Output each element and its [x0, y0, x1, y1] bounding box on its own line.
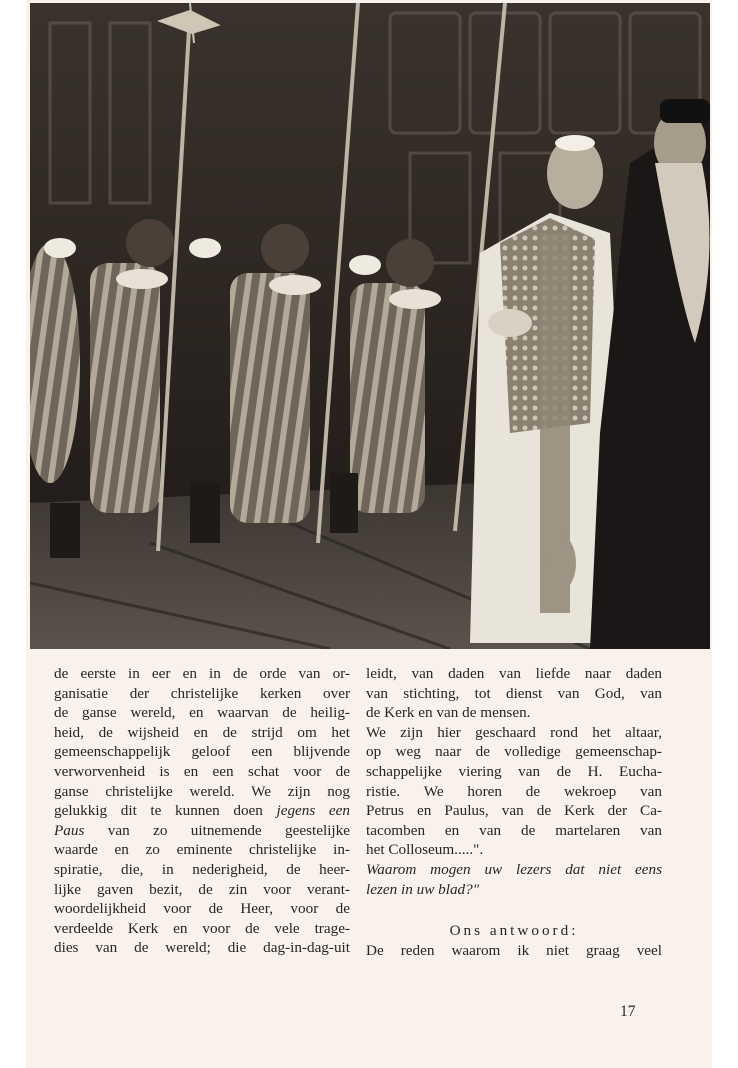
- italic-question: lezen in uw blad?": [366, 880, 480, 898]
- text-line: ganse christelijke wereld. We zijn nog: [54, 782, 350, 800]
- text-fragment: gelukkig dit te kunnen doen: [54, 802, 277, 820]
- text-line: leidt, van daden van liefde naar daden: [366, 665, 662, 682]
- text-fragment: van zo uitnemende geestelijke: [84, 821, 350, 839]
- text-line: De reden waarom ik niet graag veel: [366, 941, 662, 959]
- papal-audience-photo-icon: [30, 3, 710, 649]
- text-line: schappelijke viering van de H. Eucha-: [366, 762, 662, 780]
- text-line: lijke gaven bezit, de zin voor verant-: [54, 880, 350, 898]
- text-line: [54, 821, 350, 841]
- text-line: ganisatie der christelijke kerken over: [54, 684, 350, 702]
- italic-fragment: jegens een: [276, 802, 350, 820]
- letter-paragraph: [366, 664, 662, 899]
- text-line: tacomben en van de martelaren van: [366, 821, 662, 839]
- text-line: de ganse wereld, en waarvan de heilig-: [54, 704, 350, 722]
- text-line: de Kerk en van de mensen.: [366, 704, 531, 722]
- text-line: waarde en zo eminente christelijke in-: [54, 841, 350, 859]
- text-line: spiratie, die, in nederigheid, de heer-: [54, 860, 350, 878]
- text-line: [54, 801, 350, 821]
- text-line: het Colloseum.....".: [366, 841, 484, 859]
- text-line: van stichting, tot dienst van God, van: [366, 684, 662, 702]
- text-line: ristie. We horen de wekroep van: [366, 782, 662, 800]
- text-line: de eerste in eer en in de orde van or-: [54, 665, 350, 682]
- left-text-column: [54, 664, 350, 958]
- text-line: We zijn hier geschaard rond het altaar,: [366, 723, 662, 741]
- answer-paragraph: [366, 941, 662, 961]
- italic-fragment: Paus: [54, 821, 85, 839]
- photo-papal-audience: [30, 3, 710, 649]
- letter-paragraph: [54, 664, 350, 958]
- page-number: 17: [620, 1003, 636, 1020]
- right-text-column: [366, 664, 662, 960]
- text-line: heid, de wijsheid en de strijd om het: [54, 723, 350, 741]
- italic-question: Waarom mogen uw lezers dat niet eens: [366, 860, 662, 878]
- text-line: woordelijkheid voor de Heer, voor de: [54, 900, 350, 918]
- text-line: op weg naar de volledige gemeenschap-: [366, 743, 662, 761]
- text-line: verdeelde Kerk en voor de vele trage-: [54, 919, 350, 937]
- text-line: gemeenschappelijk geloof een blijvende: [54, 743, 350, 761]
- text-line: Petrus en Paulus, van de Kerk der Ca-: [366, 802, 662, 820]
- text-line: verworvenheid is en een schat voor de: [54, 762, 350, 780]
- text-line: dies van de wereld; die dag-in-dag-uit: [54, 939, 350, 957]
- answer-heading: Ons antwoord:: [449, 922, 579, 940]
